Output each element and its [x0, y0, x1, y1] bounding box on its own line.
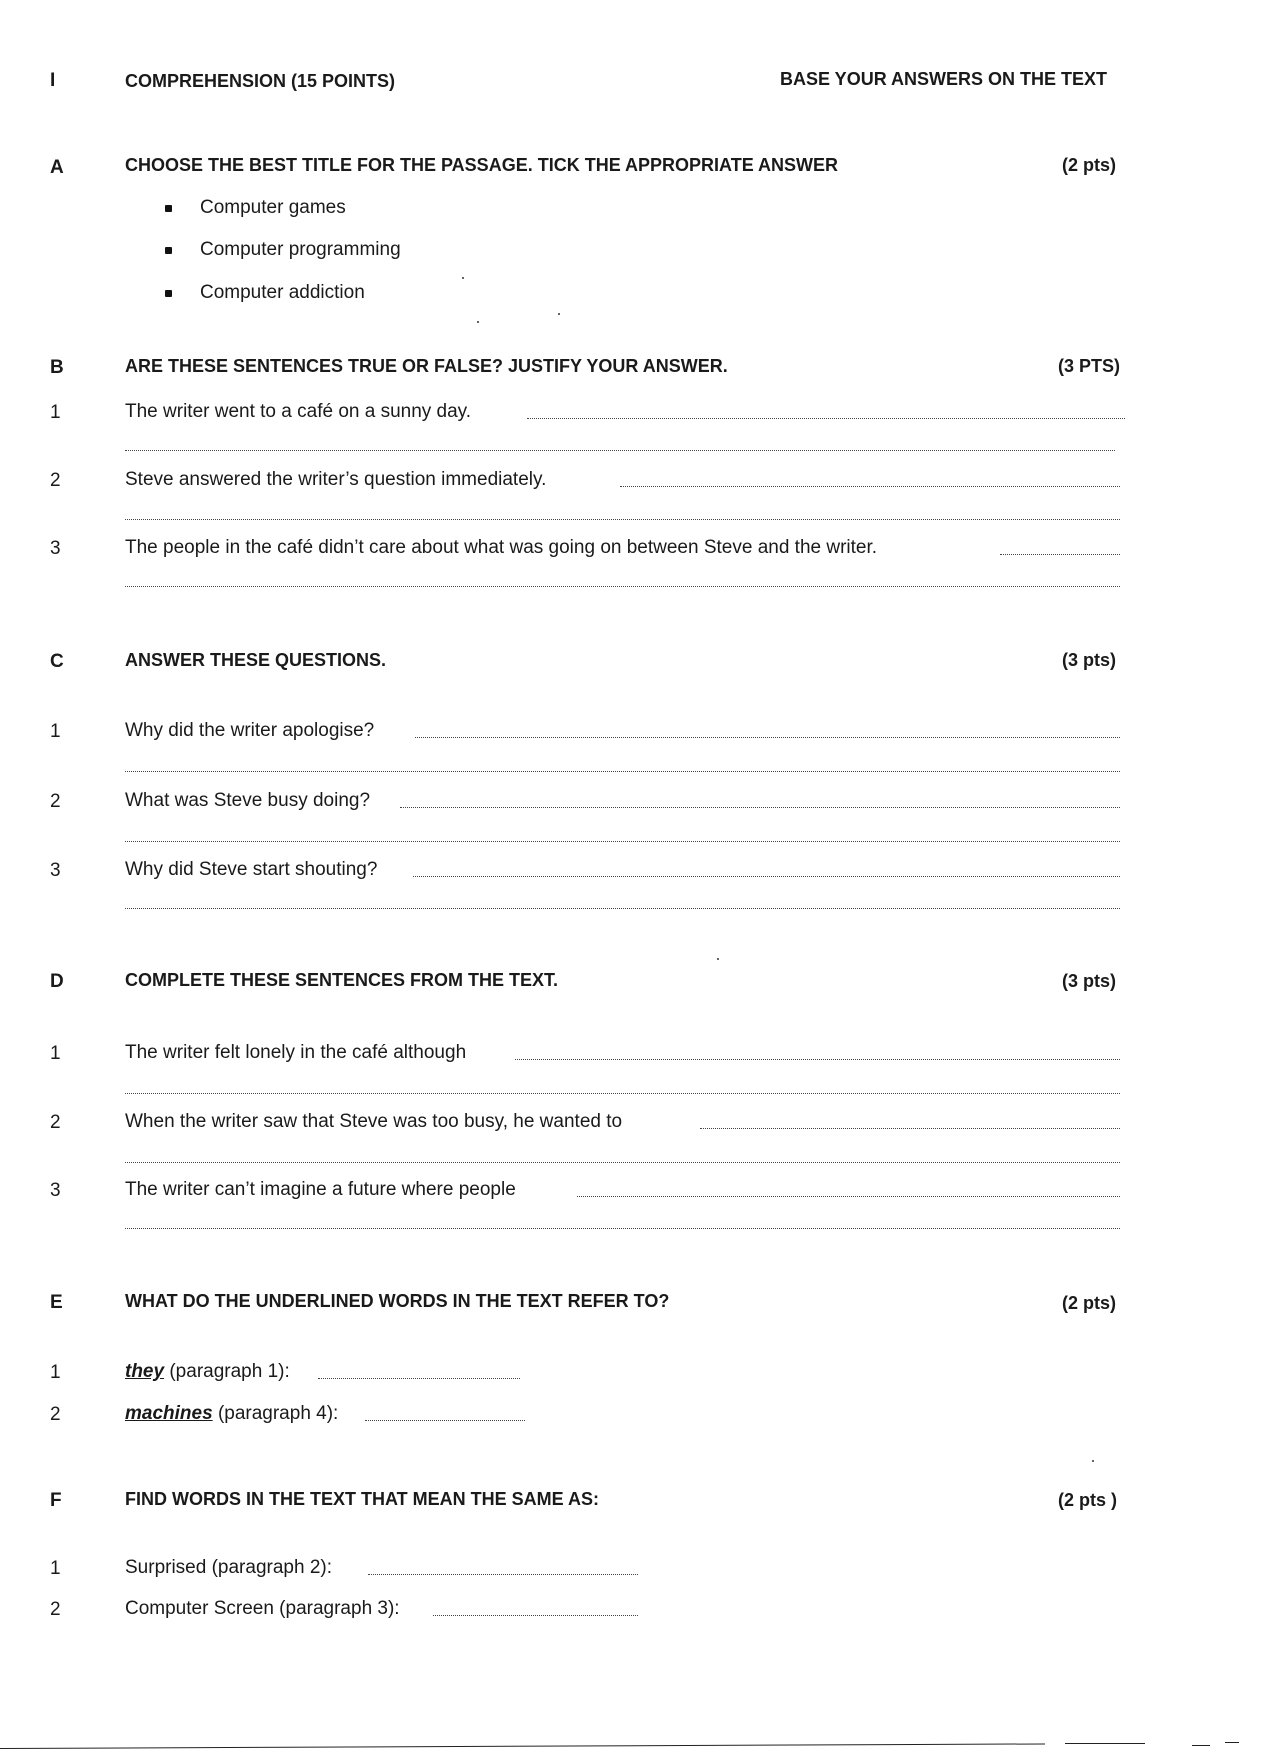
section-b-letter: B	[50, 357, 64, 378]
question-text: Why did the writer apologise?	[125, 720, 375, 741]
item-number: 2	[50, 470, 61, 491]
section-f-points: (2 pts )	[1058, 1490, 1118, 1510]
item-number: 2	[50, 791, 61, 812]
answer-line[interactable]	[365, 1420, 525, 1421]
sentence-stem: When the writer saw that Steve was too busy, he wanted to	[125, 1111, 623, 1132]
footer-rule	[1192, 1745, 1210, 1746]
underlined-word: they	[125, 1361, 165, 1382]
section-a-heading: CHOOSE THE BEST TITLE FOR THE PASSAGE. TICK THE APPROPRIATE ANSWER	[125, 155, 839, 175]
underlined-word: machines	[125, 1403, 213, 1424]
paragraph-ref: (paragraph 4):	[217, 1403, 339, 1424]
section-c-letter: C	[50, 651, 64, 672]
bullet-icon	[165, 290, 172, 297]
section-d-points: (3 pts)	[1062, 971, 1116, 991]
instruction-right: BASE YOUR ANSWERS ON THE TEXT	[780, 69, 1108, 89]
item-number: 3	[50, 538, 61, 559]
question-text: What was Steve busy doing?	[125, 790, 371, 811]
answer-line[interactable]	[413, 876, 1120, 877]
scan-speck	[717, 958, 719, 960]
sentence-stem: The writer can’t imagine a future where people	[125, 1179, 516, 1200]
question-text: Why did Steve start shouting?	[125, 859, 378, 880]
scan-speck	[1092, 1460, 1094, 1462]
answer-line[interactable]	[125, 519, 1120, 520]
bullet-icon	[165, 205, 172, 212]
item-number: 3	[50, 1180, 61, 1201]
answer-line[interactable]	[125, 908, 1120, 909]
reference-item	[125, 1361, 290, 1383]
answer-line[interactable]	[700, 1128, 1120, 1129]
answer-line[interactable]	[400, 807, 1120, 808]
item-number: 2	[50, 1599, 61, 1620]
answer-line[interactable]	[125, 450, 1115, 451]
synonym-prompt: Surprised (paragraph 2):	[125, 1557, 332, 1578]
section-b-points: (3 PTS)	[1058, 356, 1121, 376]
statement-text: The writer went to a café on a sunny day.	[125, 401, 472, 422]
answer-line[interactable]	[415, 737, 1120, 738]
section-b-heading: ARE THESE SENTENCES TRUE OR FALSE? JUSTIFY YOUR ANSWER.	[125, 356, 728, 376]
answer-line[interactable]	[527, 418, 1125, 419]
option-computer-addiction[interactable]: Computer addiction	[200, 282, 365, 303]
answer-line[interactable]	[620, 486, 1120, 487]
section-d-letter: D	[50, 971, 64, 992]
scan-speck	[558, 313, 560, 315]
answer-line[interactable]	[515, 1059, 1120, 1060]
scan-speck	[477, 321, 479, 323]
section-roman-numeral: I	[50, 70, 56, 91]
item-number: 2	[50, 1112, 61, 1133]
answer-line[interactable]	[125, 771, 1120, 772]
scan-speck	[462, 277, 464, 279]
section-f-heading: FIND WORDS IN THE TEXT THAT MEAN THE SAME AS:	[125, 1489, 599, 1509]
answer-line[interactable]	[125, 1162, 1120, 1163]
item-number: 1	[50, 1558, 61, 1579]
item-number: 2	[50, 1404, 61, 1425]
synonym-prompt: Computer Screen (paragraph 3):	[125, 1598, 400, 1619]
item-number: 3	[50, 860, 61, 881]
item-number: 1	[50, 721, 61, 742]
answer-line[interactable]	[433, 1615, 638, 1616]
paragraph-ref: (paragraph 1):	[169, 1361, 290, 1382]
section-c-points: (3 pts)	[1062, 650, 1116, 670]
option-computer-games[interactable]: Computer games	[200, 197, 346, 218]
statement-text: Steve answered the writer’s question immediately.	[125, 469, 547, 490]
sentence-stem: The writer felt lonely in the café although	[125, 1042, 467, 1063]
footer-rule	[1225, 1742, 1239, 1743]
footer-rule	[1065, 1743, 1145, 1744]
statement-text: The people in the café didn’t care about what was going on between Steve and the writer.	[125, 537, 878, 558]
option-computer-programming[interactable]: Computer programming	[200, 239, 401, 260]
answer-line[interactable]	[318, 1378, 520, 1379]
section-e-points: (2 pts)	[1062, 1293, 1116, 1313]
answer-line[interactable]	[125, 1228, 1120, 1229]
reference-item	[125, 1403, 338, 1425]
answer-line[interactable]	[125, 1093, 1120, 1094]
answer-line[interactable]	[577, 1196, 1120, 1197]
bullet-icon	[165, 247, 172, 254]
item-number: 1	[50, 1362, 61, 1383]
footer-rule	[0, 1743, 1045, 1749]
page-title: COMPREHENSION (15 POINTS)	[125, 71, 396, 91]
item-number: 1	[50, 402, 61, 423]
answer-line[interactable]	[1000, 554, 1120, 555]
section-e-letter: E	[50, 1292, 63, 1313]
section-a-letter: A	[50, 157, 64, 178]
section-e-heading: WHAT DO THE UNDERLINED WORDS IN THE TEXT REFER TO?	[125, 1291, 670, 1311]
section-a-points: (2 pts)	[1062, 155, 1116, 175]
answer-line[interactable]	[125, 586, 1120, 587]
section-f-letter: F	[50, 1490, 62, 1511]
section-d-heading: COMPLETE THESE SENTENCES FROM THE TEXT.	[125, 970, 559, 990]
section-c-heading: ANSWER THESE QUESTIONS.	[125, 650, 387, 670]
answer-line[interactable]	[125, 841, 1120, 842]
item-number: 1	[50, 1043, 61, 1064]
answer-line[interactable]	[368, 1574, 638, 1575]
